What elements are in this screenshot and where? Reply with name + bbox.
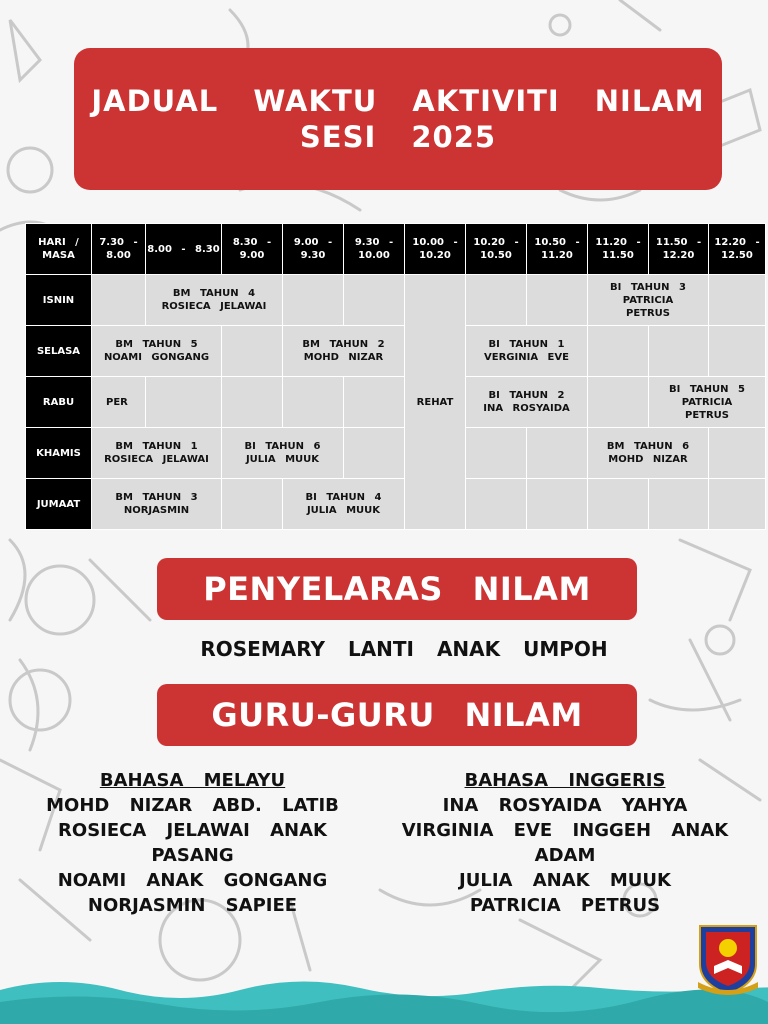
day-label: JUMAAT [26,479,92,530]
time-slot-header: 7.30 - 8.00 [92,224,146,275]
teacher-name: VIRGINIA EVE INGGEH ANAK [401,820,729,841]
school-crest-icon [694,922,762,996]
teacher-name: ROSIECA JELAWAI ANAK [58,820,327,841]
class-cell: BI TAHUN 2 INA ROSYAIDA [466,377,588,428]
class-cell: BI TAHUN 6 JULIA MUUK [222,428,344,479]
teacher-name: NORJASMIN SAPIEE [87,895,298,916]
time-slot-header: 8.30 - 9.00 [222,224,283,275]
day-label: SELASA [26,326,92,377]
class-cell: BI TAHUN 5 PATRICIA PETRUS [649,377,766,428]
empty-cell [527,428,588,479]
time-slot-header: 10.00 - 10.20 [405,224,466,275]
empty-cell [527,479,588,530]
row-khamis [26,428,766,479]
coordinator-name: ROSEMARY LANTI ANAK UMPOH [200,637,608,661]
class-cell: BI TAHUN 3 PATRICIA PETRUS [588,275,709,326]
class-cell: BM TAHUN 3 NORJASMIN [92,479,222,530]
time-slot-header: 10.20 - 10.50 [466,224,527,275]
empty-cell [283,377,344,428]
empty-cell [283,275,344,326]
empty-cell [466,428,527,479]
class-cell: BI TAHUN 4 JULIA MUUK [283,479,405,530]
class-cell: BM TAHUN 6 MOHD NIZAR [588,428,709,479]
activity-timetable [25,223,766,530]
empty-cell [344,428,405,479]
class-cell: BM TAHUN 2 MOHD NIZAR [283,326,405,377]
row-isnin [26,275,766,326]
time-slot-header: 12.20 - 12.50 [709,224,766,275]
time-slot-header: 9.00 - 9.30 [283,224,344,275]
class-cell: PER [92,377,146,428]
class-cell: BM TAHUN 1 ROSIECA JELAWAI [92,428,222,479]
row-selasa [26,326,766,377]
penyelaras-banner [157,558,637,620]
empty-cell [709,479,766,530]
empty-cell [709,428,766,479]
time-slot-header: 11.50 - 12.20 [649,224,709,275]
empty-cell [588,479,649,530]
empty-cell [649,479,709,530]
empty-cell [222,377,283,428]
timetable-header-row [26,224,766,275]
empty-cell [466,275,527,326]
penyelaras-heading: PENYELARAS NILAM [203,570,591,608]
empty-cell [222,326,283,377]
class-cell: BM TAHUN 5 NOAMI GONGANG [92,326,222,377]
empty-cell [709,326,766,377]
day-label: RABU [26,377,92,428]
time-slot-header: 11.20 - 11.50 [588,224,649,275]
class-cell: BI TAHUN 1 VERGINIA EVE [466,326,588,377]
teacher-name: JULIA ANAK MUUK [459,870,671,891]
bahasa-melayu-column [30,768,355,918]
corner-header: HARI / MASA [26,224,92,275]
class-cell: BM TAHUN 4 ROSIECA JELAWAI [146,275,283,326]
empty-cell [344,275,405,326]
bi-heading: BAHASA INGGERIS [464,770,666,791]
empty-cell [466,479,527,530]
title-line-1: JADUAL WAKTU AKTIVITI NILAM [91,84,705,118]
teacher-name: INA ROSYAIDA YAHYA [442,795,688,816]
day-label: ISNIN [26,275,92,326]
empty-cell [649,326,709,377]
guru-banner [157,684,637,746]
empty-cell [222,479,283,530]
teacher-name: NOAMI ANAK GONGANG [57,870,328,891]
row-jumaat [26,479,766,530]
teacher-name: MOHD NIZAR ABD. LATIB [46,795,339,816]
time-slot-header: 8.00 - 8.30 [146,224,222,275]
bahasa-inggeris-column [392,768,738,918]
title-line-2: SESI 2025 [299,120,497,154]
empty-cell [588,326,649,377]
teacher-name: PATRICIA PETRUS [469,895,661,916]
day-label: KHAMIS [26,428,92,479]
row-rabu [26,377,766,428]
guru-heading: GURU-GURU NILAM [211,696,583,734]
time-slot-header: 9.30 - 10.00 [344,224,405,275]
empty-cell [344,377,405,428]
empty-cell [92,275,146,326]
time-slot-header: 10.50 - 11.20 [527,224,588,275]
empty-cell [527,275,588,326]
title-banner [74,48,722,190]
teacher-name: PASANG [151,845,234,866]
teacher-name: ADAM [534,845,596,866]
empty-cell [709,275,766,326]
bm-heading: BAHASA MELAYU [99,770,286,791]
empty-cell [588,377,649,428]
bottom-wave [0,968,768,1024]
empty-cell [146,377,222,428]
rehat-cell: REHAT [405,275,466,530]
